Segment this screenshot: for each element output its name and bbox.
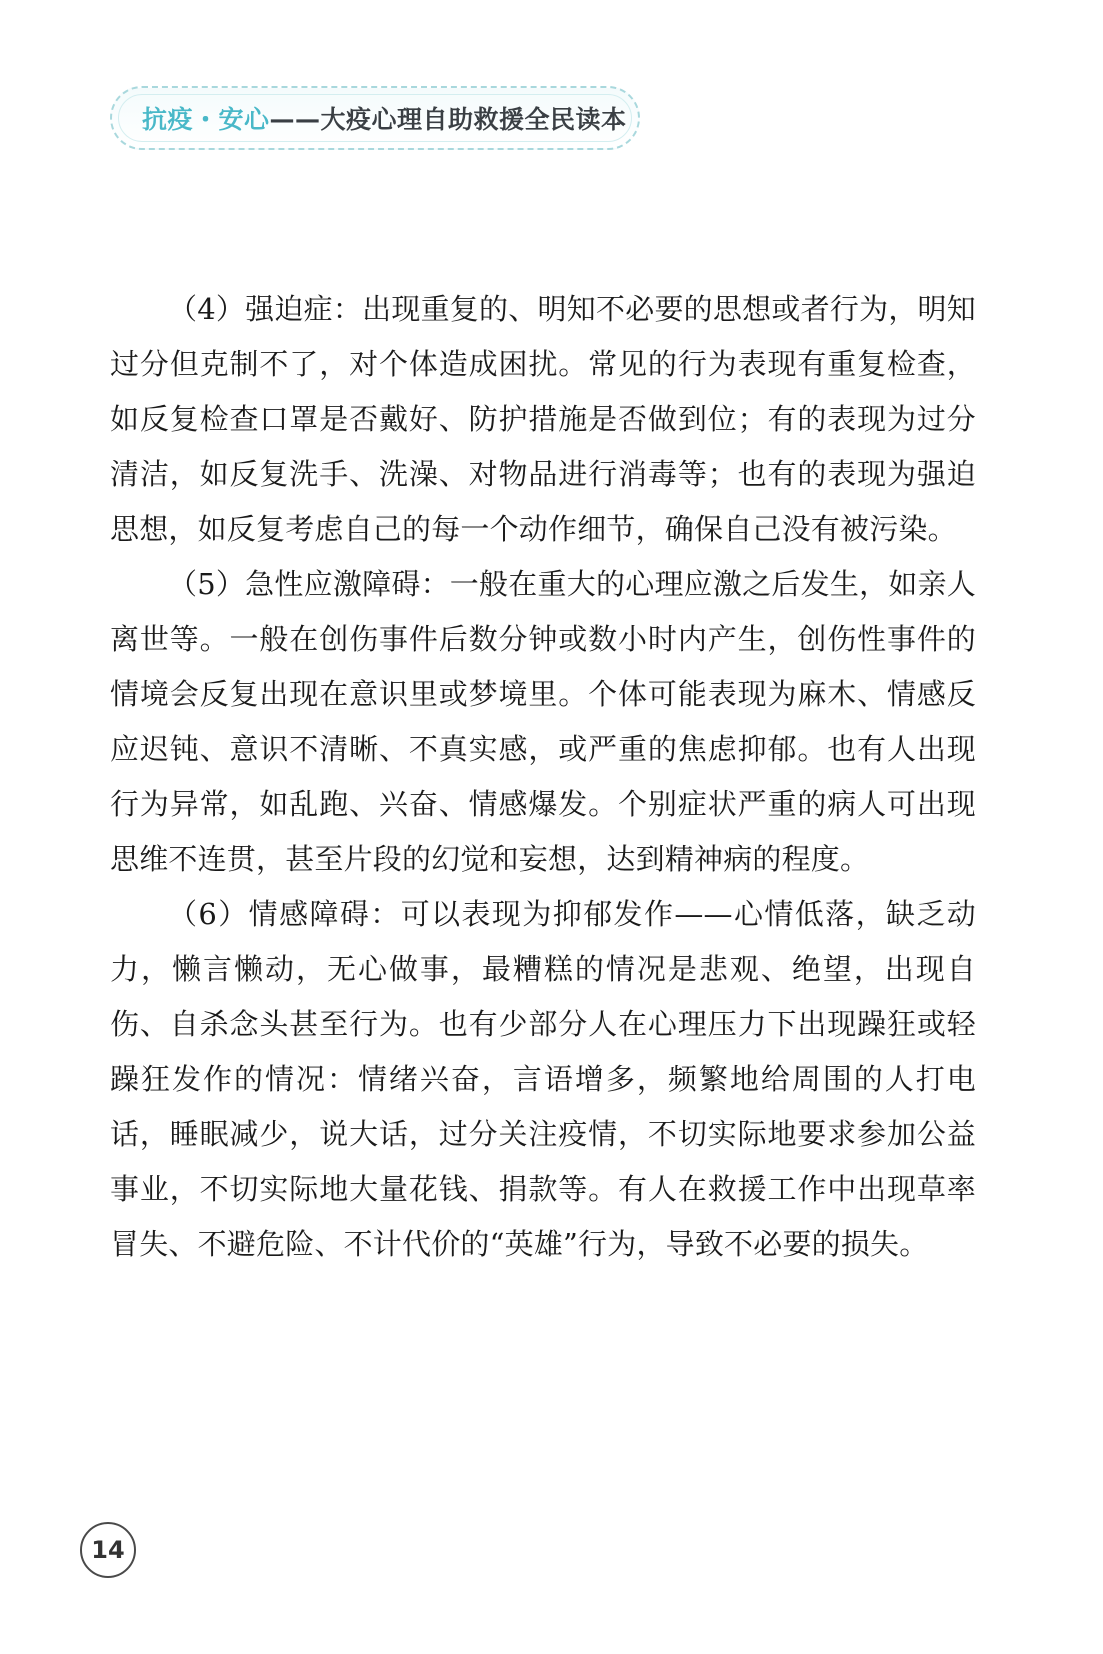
body-text (110, 282, 976, 1272)
paragraph-ocd: （4）强迫症：出现重复的、明知不必要的思想或者行为，明知过分但克制不了，对个体造成困扰。常见的行为表现有重复检查，如反复检查口罩是否戴好、防护措施是否做到位；有的表现为过分清洁，如反复洗手、洗澡、对物品进行消毒等；也有的表现为强迫思想，如反复考虑自己的每一个动作细节，确保自己没有被污染。 (110, 292, 976, 546)
paragraph-acute-stress: （5）急性应激障碍：一般在重大的心理应激之后发生，如亲人离世等。一般在创伤事件后数分钟或数小时内产生，创伤性事件的情境会反复出现在意识里或梦境里。个体可能表现为麻木、情感反应迟钝、意识不清晰、不真实感，或严重的焦虑抑郁。也有人出现行为异常，如乱跑、兴奋、情感爆发。个别症状严重的病人可出现思维不连贯，甚至片段的幻觉和妄想，达到精神病的程度。 (110, 567, 976, 876)
book-title-main: ——大疫心理自助救援全民读本 (269, 105, 627, 134)
book-title-badge (110, 86, 640, 150)
paragraph-affective-disorder: （6）情感障碍：可以表现为抑郁发作——心情低落，缺乏动力，懒言懒动，无心做事，最糟糕的情况是悲观、绝望，出现自伤、自杀念头甚至行为。也有少部分人在心理压力下出现躁狂或轻躁狂发作的情况：情绪兴奋，言语增多，频繁地给周围的人打电话，睡眠减少，说大话，过分关注疫情，不切实际地要求参加公益事业，不切实际地大量花钱、捐款等。有人在救援工作中出现草率冒失、不避危险、不计代价的“英雄”行为，导致不必要的损失。 (110, 897, 976, 1261)
book-title-accent: 抗疫・安心 (142, 105, 270, 134)
page-number: 14 (80, 1522, 136, 1578)
book-title (142, 100, 627, 136)
